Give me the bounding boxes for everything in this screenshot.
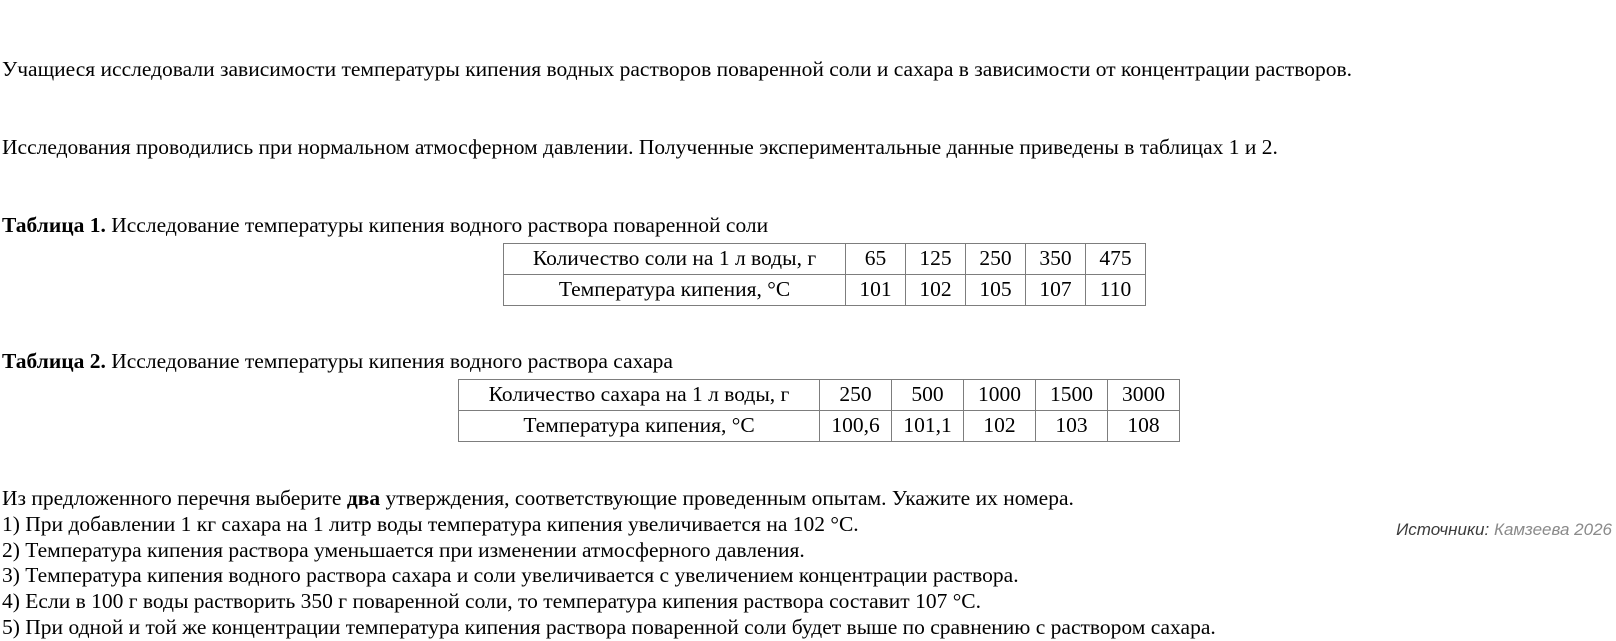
table-1-amount-cell: 250 — [966, 244, 1026, 275]
table-1-caption-label: Таблица 1. — [2, 213, 106, 237]
task-prompt-emphasis: два — [346, 486, 381, 510]
table-row — [459, 411, 1180, 442]
table-2-temperature-cell: 108 — [1108, 411, 1180, 442]
intro-line-1: Учащиеся исследовали зависимости температуры кипения водных растворов поваренной соли и сахара в зависимости от концентрации растворов. — [2, 57, 1353, 81]
table-2-row-header-temperature: Температура кипения, °C — [459, 411, 820, 442]
table-row — [459, 380, 1180, 411]
table-2-amount-cell: 1500 — [1036, 380, 1108, 411]
table-2-row-header-amount: Количество сахара на 1 л воды, г — [459, 380, 820, 411]
table-2-amount-cell: 250 — [820, 380, 892, 411]
task-prompt-after: утверждения, соответствующие проведенным опытам. Укажите их номера. — [380, 486, 1074, 510]
table-2-caption-label: Таблица 2. — [2, 349, 106, 373]
table-1-caption-text: Исследование температуры кипения водного раствора поваренной соли — [105, 213, 769, 237]
table-1-temperature-cell: 110 — [1086, 275, 1146, 306]
table-2-container — [458, 379, 1616, 442]
table-2-caption — [0, 348, 1616, 374]
table-2-temperature-cell: 100,6 — [820, 411, 892, 442]
table-1-row-header-temperature: Температура кипения, °C — [504, 275, 846, 306]
statement-item: 1) При добавлении 1 кг сахара на 1 литр воды температура кипения увеличивается на 102 °C. — [2, 511, 859, 536]
table-1 — [503, 243, 1146, 306]
spacer-after-table-2 — [0, 442, 1616, 486]
statement-item: 5) При одной и той же концентрации температура кипения раствора поваренной соли будет выше по сравнению с раствором сахара. — [2, 614, 1216, 639]
table-1-row-header-amount: Количество соли на 1 л воды, г — [504, 244, 846, 275]
task-statements — [0, 486, 1616, 641]
table-2-amount-cell: 1000 — [964, 380, 1036, 411]
statement-item: 3) Температура кипения водного раствора сахара и соли увеличивается с увеличением концентрации раствора. — [2, 563, 1019, 588]
statement-item: 4) Если в 100 г воды растворить 350 г поваренной соли, то температура кипения раствора составит 107 °C. — [2, 589, 982, 614]
task-prompt-before: Из предложенного перечня выберите — [2, 486, 347, 510]
source-label: Источники: — [1396, 520, 1490, 539]
source-footer — [1396, 520, 1612, 540]
table-1-temperature-cell: 102 — [906, 275, 966, 306]
table-1-caption — [0, 212, 1616, 238]
statement-item: 2) Температура кипения раствора уменьшается при изменении атмосферного давления. — [2, 537, 805, 562]
table-2-amount-cell: 3000 — [1108, 380, 1180, 411]
table-1-amount-cell: 65 — [846, 244, 906, 275]
task-prompt — [2, 486, 1616, 512]
table-2-amount-cell: 500 — [892, 380, 964, 411]
table-2-temperature-cell: 102 — [964, 411, 1036, 442]
table-2-caption-text: Исследование температуры кипения водного раствора сахара — [105, 349, 673, 373]
table-1-amount-cell: 125 — [906, 244, 966, 275]
source-value: Камзеева 2026 — [1493, 520, 1612, 539]
table-1-amount-cell: 475 — [1086, 244, 1146, 275]
intro-paragraph — [0, 0, 1616, 212]
table-2-temperature-cell: 101,1 — [892, 411, 964, 442]
table-2-temperature-cell: 103 — [1036, 411, 1108, 442]
table-row — [504, 275, 1146, 306]
table-1-container — [503, 243, 1616, 306]
table-row — [504, 244, 1146, 275]
table-1-temperature-cell: 107 — [1026, 275, 1086, 306]
table-1-temperature-cell: 101 — [846, 275, 906, 306]
intro-line-2: Исследования проводились при нормальном атмосферном давлении. Полученные экспериментальные данные приведены в таблицах 1 и 2. — [2, 135, 1278, 159]
spacer-after-table-1 — [0, 306, 1616, 348]
table-1-amount-cell: 350 — [1026, 244, 1086, 275]
table-1-temperature-cell: 105 — [966, 275, 1026, 306]
table-2 — [458, 379, 1180, 442]
